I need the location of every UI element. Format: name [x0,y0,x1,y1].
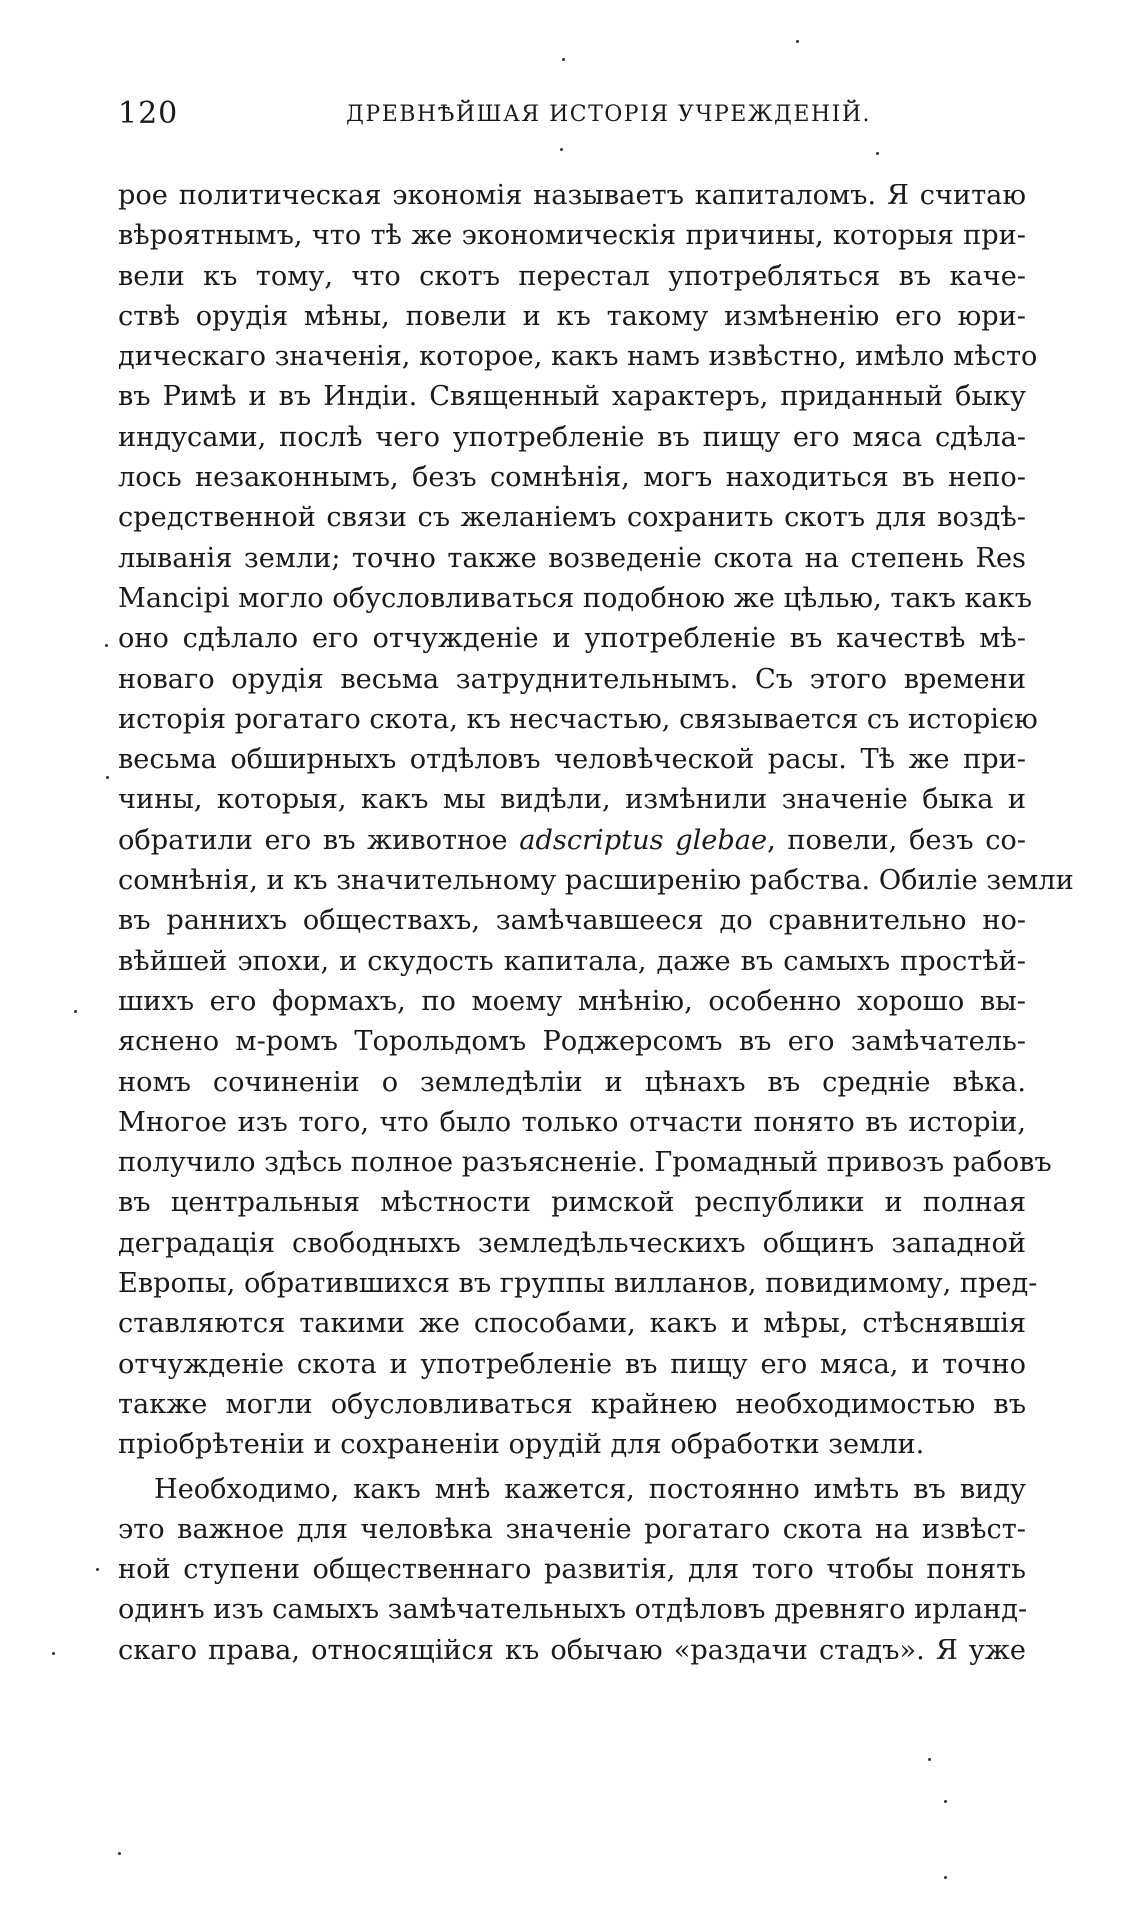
scan-speck [876,152,879,155]
scan-speck [106,776,109,779]
text-line: оно сдѣлало его отчужденіе и употребленіе въ качествѣ мѣ- [118,623,1026,655]
scan-speck [74,1010,77,1013]
text-line: Необходимо, какъ мнѣ кажется, постоянно имѣть въ виду [154,1473,1026,1505]
text-line: исторія рогатаго скота, къ несчастью, связывается съ исторією [118,703,1038,735]
text-line: средственной связи съ желаніемъ сохранить скотъ для воздѣ- [118,502,1026,534]
body-text [118,176,1074,1671]
scan-speck [560,148,563,151]
text-line: одинъ изъ самыхъ замѣчательныхъ отдѣловъ древняго ирланд- [118,1594,1028,1626]
text-line: рое политическая экономія называетъ капиталомъ. Я считаю [118,180,1026,211]
scan-speck [944,1876,947,1879]
text-line: лось незаконнымъ, безъ сомнѣнія, могъ находиться въ непо- [118,462,1026,494]
italic-phrase: adscriptus glebae [519,824,768,856]
text-line: въ раннихъ обществахъ, замѣчавшееся до сравнительно но- [118,905,1026,937]
page-number: 120 [118,96,179,131]
text-line: въ центральныя мѣстности римской республики и полная [118,1187,1026,1219]
text-line: скаго права, относящійся къ обычаю «раздачи стадъ». Я уже [118,1634,1026,1666]
text-line: сомнѣнія, и къ значительному расширенію рабства. Обиліе земли [118,865,1074,897]
text-line: новаго орудія весьма затруднительнымъ. Съ этого времени [118,663,1026,695]
text-line: номъ сочиненіи о земледѣліи и цѣнахъ въ средніе вѣка. [118,1066,1026,1098]
text-line: деградація свободныхъ земледѣльческихъ общинъ западной [118,1227,1026,1259]
text-line: ной ступени общественнаго развитія, для того чтобы понять [118,1554,1026,1586]
scan-speck [944,1800,947,1803]
paragraph-1 [118,176,1074,1466]
scan-speck [118,1852,121,1855]
text-line: въ Римѣ и въ Индіи. Священный характеръ, приданный быку [118,381,1026,413]
text-line: яснено м-ромъ Торольдомъ Роджерсомъ въ его замѣчатель- [118,1026,1026,1058]
book-page [118,96,1074,1671]
text-line: также могли обусловливаться крайнею необходимостью въ [118,1388,1026,1420]
paragraph-2 [118,1470,1026,1671]
page-header [118,96,1026,140]
scan-speck [562,58,565,61]
line-head: обратили его въ животное [118,824,508,856]
text-line: отчужденіе скота и употребленіе въ пищу его мяса, и точно [118,1348,1026,1380]
scan-speck [52,1652,55,1655]
scan-speck [96,1568,99,1571]
text-line: индусами, послѣ чего употребленіе въ пищу его мяса сдѣла- [118,421,1026,453]
text-line: пріобрѣтеніи и сохраненіи орудій для обработки земли. [118,1429,925,1461]
text-line: вѣйшей эпохи, и скудость капитала, даже въ самыхъ простѣй- [118,945,1026,977]
scan-speck [928,1758,931,1761]
text-line: вѣроятнымъ, что тѣ же экономическія причины, которыя при- [118,220,1026,252]
text-line: получило здѣсь полное разъясненіе. Громадный привозъ рабовъ [118,1147,1052,1179]
text-line: вели къ тому, что скотъ перестал употребляться въ каче- [118,260,1026,292]
text-line: весьма обширныхъ отдѣловъ человѣческой расы. Тѣ же при- [118,744,1026,776]
text-line: шихъ его формахъ, по моему мнѣнію, особенно хорошо вы- [118,985,1026,1017]
line-tail: , повели, безъ со- [767,824,1026,856]
text-line: ствѣ орудія мѣны, повели и къ такому измѣненію его юри- [118,300,1026,332]
text-line: дическаго значенія, которое, какъ намъ извѣстно, имѣло мѣсто [118,341,1038,373]
text-line: это важное для человѣка значеніе рогатаго скота на извѣст- [118,1513,1026,1545]
text-line-with-italic [118,821,1026,861]
text-line: чины, которыя, какъ мы видѣли, измѣнили значеніе быка и [118,784,1026,816]
text-line: ставляются такими же способами, какъ и мѣры, стѣснявшія [118,1308,1026,1340]
text-line: Европы, обратившихся въ группы вилланов, повидимому, пред- [118,1268,1038,1300]
text-line: лыванія земли; точно также возведеніе скота на степень Res [118,542,1026,574]
scan-speck [105,644,108,647]
running-title: ДРЕВНѢЙШАЯ ИСТОРІЯ УЧРЕЖДЕНІЙ. [346,102,872,127]
text-line: Mancipi могло обусловливаться подобною же цѣлью, такъ какъ [118,582,1033,614]
text-line: Многое изъ того, что было только отчасти понято въ исторіи, [118,1106,1026,1138]
scan-speck [796,40,799,43]
